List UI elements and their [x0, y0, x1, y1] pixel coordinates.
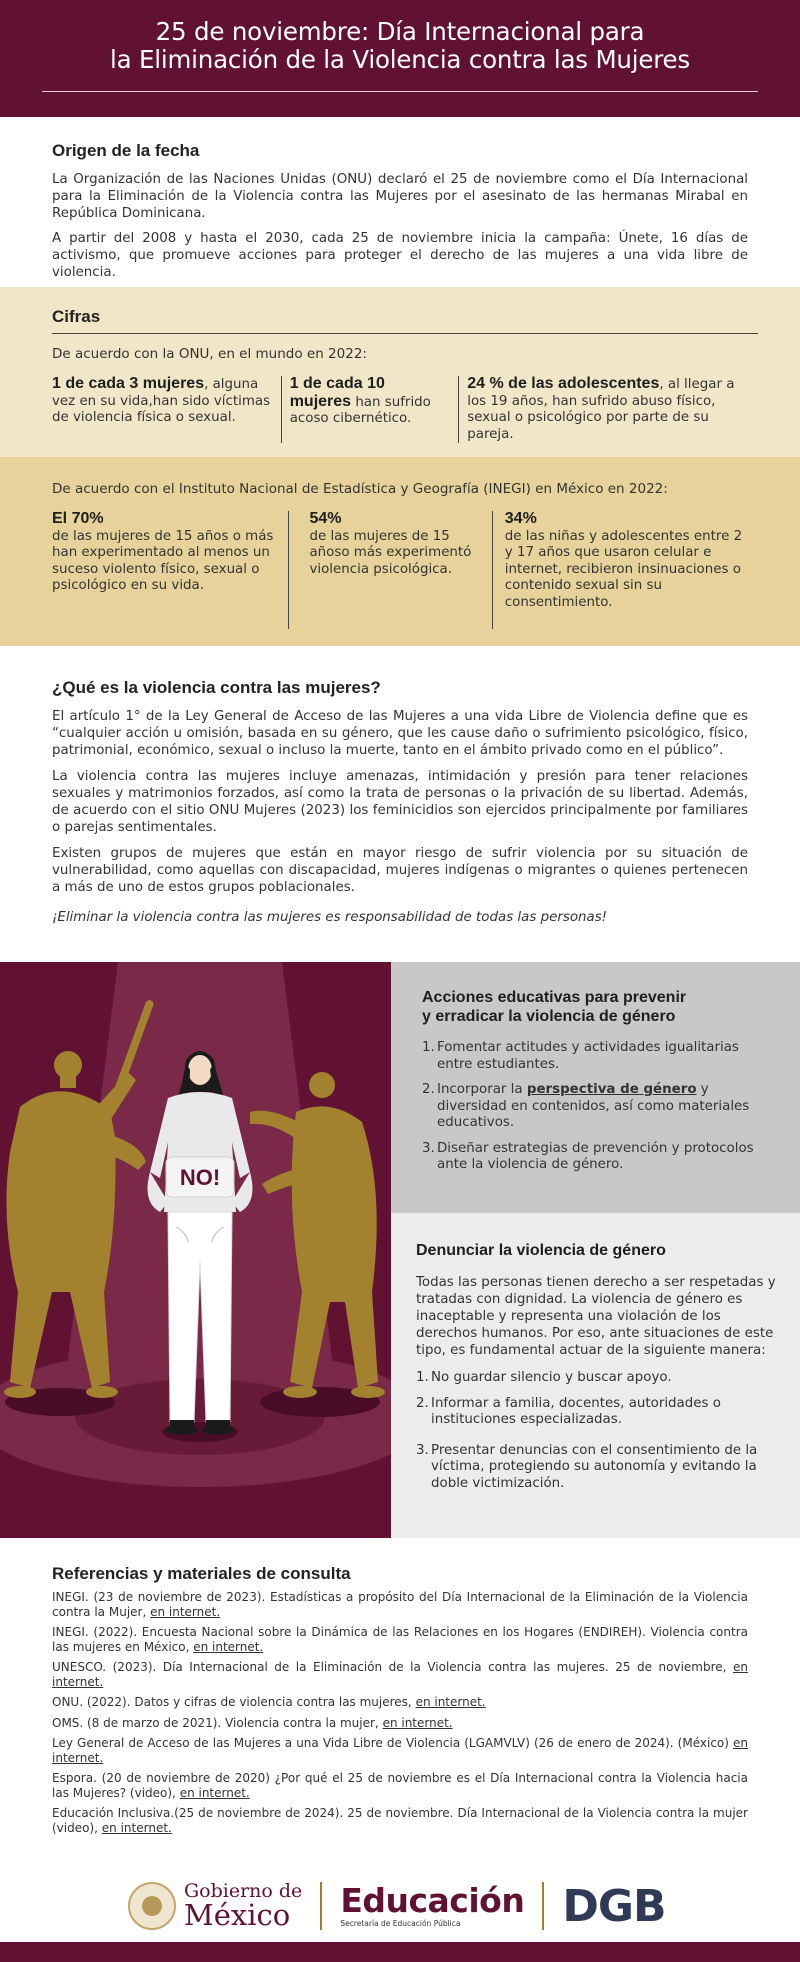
perspectiva-genero-link[interactable]: perspectiva de género [526, 1082, 697, 1097]
stat-value: El 70% [52, 510, 104, 527]
header-divider [42, 91, 758, 92]
stat-text: de las mujeres de 15 años o más han experimentado al menos un suceso violento físico, sexual o psicológico en su vida. [52, 528, 274, 593]
illustration [0, 962, 391, 1538]
closing-quote: ¡Eliminar la violencia contra las mujeres es responsabilidad de todas las personas! [52, 910, 608, 925]
onu-stats [52, 376, 748, 443]
origin-paragraph-2: A partir del 2008 y hasta el 2030, cada 25 de noviembre inicia la campaña: Únete, 16 días de activismo, que promueve acciones para proteger el derecho de las mujeres a una vida libre de violencia. [52, 231, 748, 280]
definition-paragraph-3: Existen grupos de mujeres que están en mayor riesgo de sufrir violencia por su situación de vulnerabilidad, como aquellas con discapacidad, mujeres indígenas o migrantes o quienes pertenecen a más de uno de estos grupos poblacionales. [52, 846, 748, 895]
list-item [416, 1396, 776, 1429]
reference-item [52, 1590, 748, 1619]
illustration-art [0, 962, 391, 1538]
item-text-post: y diversidad en contenidos, así como materiales educativos. [437, 1082, 750, 1130]
reference-text: Ley General de Acceso de las Mujeres a una Vida Libre de Violencia (LGAMVLV) (26 de enero de 2024). (México) [52, 1736, 733, 1750]
definition-title: ¿Qué es la violencia contra las mujeres? [52, 678, 381, 697]
stat-value: 54% [309, 510, 342, 527]
reference-text: UNESCO. (2023). Día Internacional de la Eliminación de la Violencia contra las mujeres. 25 de noviembre, [52, 1660, 733, 1674]
right-panels [391, 962, 800, 1538]
inegi-stat [52, 511, 288, 629]
list-item [416, 1443, 776, 1493]
report-paragraph: Todas las personas tienen derecho a ser respetadas y tratadas con dignidad. La violencia de género es inaceptable y representa una violación de los derechos humanos. Por eso, ante situaciones de este tipo, es fundamental actuar de la siguiente manera: [416, 1275, 776, 1358]
reference-link[interactable]: en internet. [52, 1736, 748, 1765]
onu-stat [458, 376, 748, 443]
cifras-section [0, 287, 800, 457]
stat-value: 24 % de las adolescentes [467, 375, 660, 392]
actions-title-line-2: y erradicar la violencia de género [422, 1008, 676, 1025]
item-number: 1. [416, 1370, 429, 1385]
educational-actions-panel [391, 962, 800, 1213]
origin-paragraph-1: La Organización de las Naciones Unidas (ONU) declaró el 25 de noviembre como el Día Internacional para la Eliminación de la Violencia contra las Mujeres por el asesinato de las hermanas Mirabal en República Dominicana. [52, 172, 748, 221]
inegi-stat [288, 511, 491, 629]
origin-title: Origen de la fecha [52, 141, 200, 160]
logo-divider [320, 1882, 322, 1930]
no-sign-text: NO! [179, 1165, 221, 1190]
item-text: Diseñar estrategias de prevención y protocolos ante la violencia de género. [437, 1140, 754, 1172]
reference-link[interactable]: en internet. [415, 1695, 486, 1709]
actions-title [422, 988, 776, 1026]
gob-line-2: México [184, 1898, 291, 1932]
item-text [437, 1082, 776, 1132]
reference-text: ONU. (2022). Datos y cifras de violencia contra las mujeres, [52, 1695, 416, 1709]
inegi-intro: De acuerdo con el Instituto Nacional de Estadística y Geografía (INEGI) en México en 2022: [52, 481, 668, 497]
report-title: Denunciar la violencia de género [416, 1242, 666, 1259]
reference-item [52, 1660, 748, 1689]
reference-text: Educación Inclusiva.(25 de noviembre de 2024). 25 de noviembre. Día Internacional de la Violencia contra la mujer (video), [52, 1806, 748, 1835]
origin-section [0, 117, 800, 287]
reference-item [52, 1736, 748, 1765]
reference-link[interactable]: en internet. [101, 1820, 172, 1835]
definition-paragraph-1: El artículo 1° de la Ley General de Acceso de las Mujeres a una vida Libre de Violencia define que es “cualquier acción u omisión, basada en su género, que les cause daño o sufrimiento psicológico, físico, patrimonial, económico, sexual o incluso la muerte, tanto en el ámbito privado como en el público”. [52, 709, 748, 758]
reference-link[interactable]: en internet. [179, 1785, 250, 1800]
stat-value: 1 de cada 3 mujeres [52, 375, 205, 392]
stat-text: , al llegar a los 19 años, han sufrido abuso físico, sexual o psicológico por parte de su pareja. [467, 377, 735, 442]
inegi-section [0, 457, 800, 646]
stat-text: de las mujeres de 15 añoso más experimentó violencia psicológica. [309, 528, 472, 577]
report-violence-panel [391, 1213, 800, 1538]
cifras-divider [52, 333, 758, 334]
footer [0, 1860, 800, 1962]
actions-list [422, 1040, 776, 1174]
stat-text: , alguna vez en su vida,han sido víctimas de violencia física o sexual. [52, 377, 271, 425]
item-number: 1. [422, 1040, 435, 1055]
stat-text: de las niñas y adolescentes entre 2 y 17 años que usaron celular e internet, recibieron insinuaciones o contenido sexual sin su consentimiento. [504, 528, 743, 610]
reference-link[interactable]: en internet. [382, 1715, 453, 1730]
onu-stat [281, 376, 459, 443]
item-text: No guardar silencio y buscar apoyo. [431, 1370, 672, 1385]
report-list [416, 1370, 776, 1492]
reference-text: INEGI. (23 de noviembre de 2023). Estadísticas a propósito del Día Internacional de la Eliminación de la Violencia contra la Mujer, [52, 1590, 748, 1619]
reference-item [52, 1771, 748, 1800]
reference-text: Espora. (20 de noviembre de 2020) ¿Por qué el 25 de noviembre es el Día Internacional contra la Violencia hacia las Mujeres? (video), [52, 1771, 748, 1800]
cifras-title: Cifras [52, 307, 101, 326]
stat-value: 34% [504, 510, 537, 527]
item-number: 2. [416, 1395, 429, 1411]
item-text-pre: Incorporar la [437, 1082, 527, 1097]
onu-stat [52, 376, 281, 443]
references-title: Referencias y materiales de consulta [52, 1564, 351, 1583]
title-line-2: la Eliminación de la Violencia contra las Mujeres [110, 45, 690, 74]
item-number: 3. [422, 1140, 435, 1156]
stat-text: han sufrido acoso cibernético. [289, 394, 431, 426]
item-text: Informar a familia, docentes, autoridades o instituciones especializadas. [431, 1395, 721, 1427]
educacion-logo [340, 1881, 525, 1929]
dgb-logo: DGB [562, 1880, 666, 1932]
list-item [422, 1141, 776, 1174]
title-line-1: 25 de noviembre: Día Internacional para [155, 17, 645, 46]
references-section [0, 1538, 800, 1834]
reference-text: INEGI. (2022). Encuesta Nacional sobre la Dinámica de las Relaciones en los Hogares (ENDIREH). Violencia contra las mujeres en México, [52, 1625, 748, 1654]
list-item [422, 1082, 776, 1132]
logo-divider [542, 1882, 544, 1930]
reference-item [52, 1625, 748, 1654]
reference-item [52, 1806, 748, 1835]
stat-value: 1 de cada 10 mujeres [289, 375, 385, 410]
institutional-logos [128, 1878, 673, 1934]
edu-subtitle: Secretaría de Educación Pública [340, 1919, 461, 1929]
definition-section [0, 646, 800, 962]
list-item [416, 1370, 776, 1387]
page-header [0, 0, 800, 117]
reference-item [52, 1695, 748, 1710]
cifras-intro: De acuerdo con la ONU, en el mundo en 2022: [52, 346, 367, 362]
reference-link[interactable]: en internet. [150, 1604, 221, 1619]
definition-paragraph-2: La violencia contra las mujeres incluye amenazas, intimidación y presión para tener relaciones sexuales y matrimonios forzados, así como la trata de personas o la privación de su libertad. Además, de acuerdo con el sitio ONU Mujeres (2023) los feminicidios son ejercidos principalmente por familiares o parejas sentimentales. [52, 769, 748, 835]
actions-title-line-1: Acciones educativas para prevenir [422, 989, 687, 1006]
inegi-stat [492, 511, 748, 629]
list-item [422, 1040, 776, 1073]
reference-link[interactable]: en internet. [193, 1639, 264, 1654]
mexico-emblem-icon [128, 1882, 176, 1930]
page-title [0, 18, 800, 74]
inegi-stats [52, 511, 748, 629]
item-number: 3. [416, 1442, 429, 1458]
gobierno-mexico-logo [184, 1882, 302, 1930]
item-text: Presentar denuncias con el consentimiento de la víctima, protegiendo su autonomía y evitando la doble victimización. [431, 1442, 758, 1491]
reference-link[interactable]: en internet. [52, 1660, 748, 1689]
reference-text: OMS. (8 de marzo de 2021). Violencia contra la mujer, [52, 1715, 383, 1730]
gob-line-1: Gobierno de [184, 1880, 303, 1902]
reference-item [52, 1716, 748, 1731]
edu-title: Educación [340, 1881, 525, 1921]
actions-section [0, 962, 800, 1538]
item-number: 2. [422, 1082, 435, 1097]
item-text: Fomentar actitudes y actividades igualitarias entre estudiantes. [437, 1040, 739, 1072]
footer-band [0, 1942, 800, 1962]
